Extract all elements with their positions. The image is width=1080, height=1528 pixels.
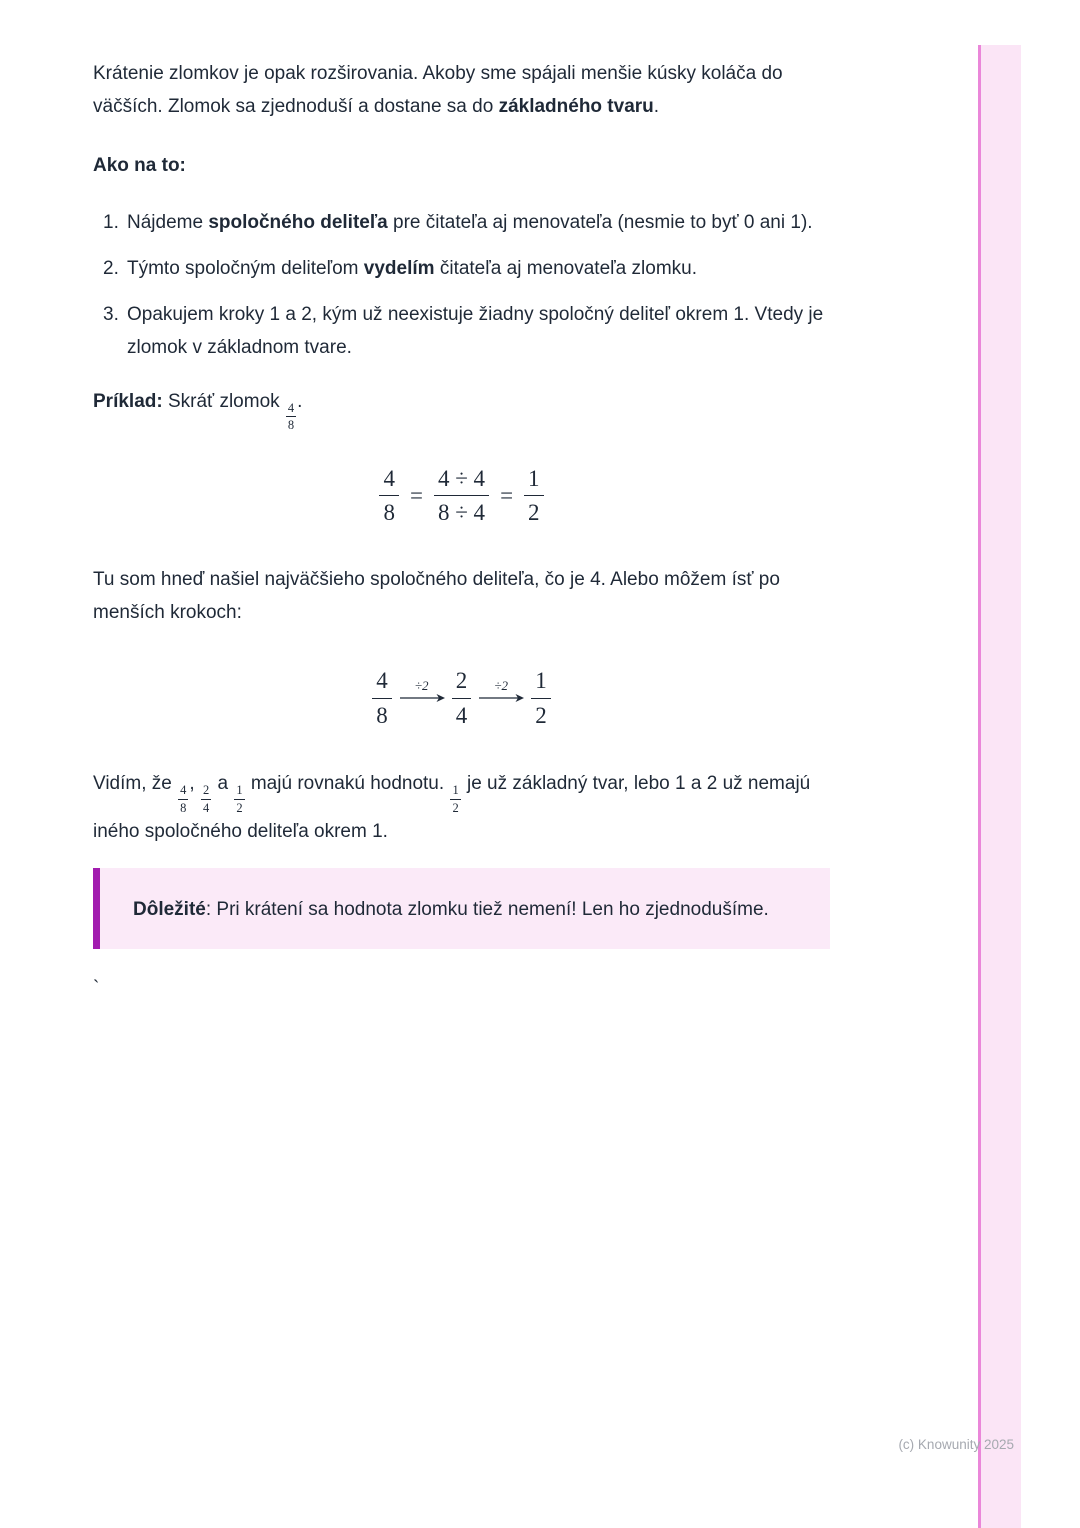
step-text-run: Opakujem kroky 1 a 2, kým už neexistuje žiadny spoločný deliteľ okrem 1. Vtedy je zlomok v základnom tvare. [127,304,824,358]
inline-fraction [286,401,296,433]
fraction-denominator: 2 [236,800,243,815]
fraction-denominator: 2 [535,702,547,728]
fraction-numerator: 2 [452,667,472,699]
fraction-numerator: 4 [286,401,296,417]
step-bold-term: vydelím [363,258,435,279]
fraction [434,465,489,527]
fraction-denominator: 2 [528,500,540,526]
inline-fraction [201,783,211,815]
intro-paragraph [93,57,830,123]
fraction-denominator: 2 [452,800,459,815]
fraction-denominator: 8 [180,800,187,815]
fraction [379,465,399,527]
equals-sign: = [500,482,514,508]
fraction-numerator: 1 [234,783,244,799]
intro-text: Krátenie zlomkov je opak rozširovania. Akoby sme spájali menšie kúsky koláča do väčších. Zlomok sa zjednoduší a dostane sa do [93,63,783,117]
fraction-numerator: 4 ÷ 4 [434,465,489,497]
arrow-label: ÷2 [494,678,509,694]
fraction [531,667,551,729]
arrow-right-icon [478,693,524,703]
inline-fraction [178,783,188,815]
conclusion-text: je už základný tvar, lebo 1 a 2 už nemajú iného spoločného deliteľa okrem 1. [93,773,811,842]
fraction-numerator: 1 [531,667,551,699]
intro-text-end: . [653,96,660,117]
formula-small-steps [93,667,830,729]
fraction-denominator: 4 [202,800,210,815]
fraction-numerator: 4 [178,783,188,799]
intro-bold-term: základného tvaru [498,96,654,117]
how-to-heading: Ako na to: [93,155,186,176]
step-text [127,298,830,364]
step-text-run: Nájdeme [127,212,209,233]
step-number: 2. [103,258,119,279]
fraction-denominator: 4 [455,702,468,728]
fraction-denominator: 8 [287,418,295,433]
list-item [103,298,830,364]
example-label: Príklad: [93,391,163,412]
callout-text: : Pri krátení sa hodnota zlomku tiež nemení! Len ho zjednodušíme. [205,898,769,920]
step-number: 3. [103,304,119,325]
conclusion-text: , [189,773,200,795]
list-item [103,206,830,239]
equals-sign: = [409,482,423,508]
step-text-run: Týmto spoločným deliteľom [127,258,364,279]
fraction-numerator: 1 [524,465,544,497]
document-content [93,57,830,1001]
fraction-numerator: 2 [201,783,211,799]
step-text [127,206,830,239]
fraction-numerator: 4 [379,465,399,497]
divide-step-arrow [399,678,445,718]
conclusion-text: a [212,773,234,795]
between-paragraph: Tu som hneď našiel najväčšieho spoločného deliteľa, čo je 4. Alebo môžem ísť po menších krokoch: [93,568,780,623]
fraction [524,465,544,527]
example-line [93,385,830,433]
conclusion-text: majú rovnakú hodnotu. [245,773,450,795]
arrow-label: ÷2 [414,678,429,694]
step-bold-term: spoločného deliteľa [208,212,388,233]
inline-fraction [450,783,460,815]
inline-fraction [234,783,244,815]
callout-paragraph [133,893,790,926]
arrow-right-icon [399,693,445,703]
step-text-run: čitateľa aj menovateľa zlomku. [434,258,697,279]
divide-step-arrow [478,678,524,718]
fraction-numerator: 1 [450,783,460,799]
fraction [372,667,392,729]
fraction-denominator: 8 [383,500,395,526]
side-scroll-strip[interactable] [978,45,1021,1528]
fraction-denominator: 8 ÷ 4 [437,500,486,526]
stray-character: ` [93,977,100,999]
list-item [103,252,830,285]
step-text [127,252,830,285]
fraction-numerator: 4 [372,667,392,699]
callout-label: Dôležité [133,898,206,920]
example-text: Skráť zlomok [162,391,285,412]
important-callout [93,868,830,949]
example-suffix: . [297,391,303,412]
footer-credit: (c) Knowunity 2025 [898,1437,1014,1452]
steps-list [93,206,830,364]
conclusion-paragraph [93,767,830,848]
fraction [452,667,472,729]
formula-single-step [93,465,830,527]
step-number: 1. [103,212,119,233]
conclusion-text: Vidím, že [93,773,178,795]
step-text-run: pre čitateľa aj menovateľa (nesmie to byť 0 ani 1). [387,212,813,233]
fraction-denominator: 8 [376,702,388,728]
